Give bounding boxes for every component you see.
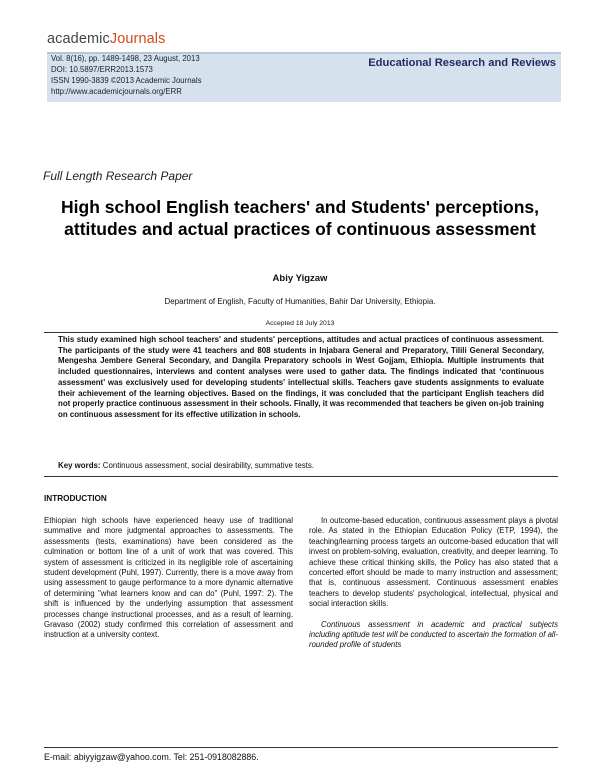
- author-affiliation: Department of English, Faculty of Humanities, Bahir Dar University, Ethiopia.: [164, 297, 436, 306]
- paragraph: In outcome-based education, continuous assessment plays a pivotal role. As stated in the Ethiopian Education Policy (ETP, 1994), the teaching/learning process targets an outcome-based education that will invest on problem-solving, evaluation, creativity, and deeper learning. To achieve these critical thinking skills, the Policy has also stated that a concerted effort should be made to marry instruction and assessment; that is, continuous assessment. Continuous assessment enables teachers to develop students' psychological, intellectual, physical and social interaction skills.: [309, 516, 558, 609]
- keywords-list: Continuous assessment, social desirability, summative tests.: [102, 461, 314, 470]
- logo-brand: Journals: [109, 31, 166, 47]
- footer-rule: [44, 747, 558, 748]
- volume-line: Vol. 8(16), pp. 1489-1498, 23 August, 2013: [51, 54, 200, 63]
- issn-line: ISSN 1990-3839 ©2013 Academic Journals: [51, 76, 202, 85]
- paper-title: High school English teachers' and Students' perceptions, attitudes and actual practices of continuous assessment: [61, 197, 539, 239]
- abstract: This study examined high school teachers' and students' perceptions, attitudes and actual practices of continuous assessment. The participants of the study were 41 teachers and 808 students in Injabara General and Preparatory, Tilili General Secondary, Mengesha Jembere General Secondary, and Dangila Preparatory schools in West Gojjam, Ethiopia. Multiple instruments that included questionnaires, interviews and content analyses were used to gather data. The findings indicated that ‘continuous assessment’ was exclusively used for developing students' intellectual skills. Teachers gave students assignments to evaluate their achievement of the learning objectives. Based on the findings, it was concluded that the participant English teachers did not properly practice continuous assessment in their schools. Finally, it was recommended that teachers be given on-job training on continuous assessment for its effective utilization in schools.: [58, 335, 544, 419]
- author-name: Abiy Yigzaw: [272, 273, 328, 284]
- abstract-top-rule: [44, 332, 558, 333]
- publisher-logo: [47, 31, 165, 47]
- logo-prefix: academic: [47, 31, 110, 47]
- paragraph: Continuous assessment in academic and practical subjects including aptitude test will be conducted to ascertain the formation of all-rounded profile of students: [309, 619, 558, 650]
- accepted-date: Accepted 18 July 2013: [265, 320, 335, 327]
- corresponding-contact: E-mail: abiyyigzaw@yahoo.com. Tel: 251-0918082886.: [44, 752, 259, 762]
- doi-line: DOI: 10.5897/ERR2013.1573: [51, 65, 153, 74]
- abstract-bottom-rule: [44, 476, 558, 477]
- body-column-left: [44, 516, 293, 641]
- paper-type: Full Length Research Paper: [43, 169, 193, 183]
- publication-metadata: [51, 53, 202, 97]
- body-column-right: [309, 516, 558, 651]
- keywords-label: Key words:: [58, 461, 101, 470]
- journal-name: Educational Research and Reviews: [368, 57, 556, 69]
- keywords: [58, 461, 544, 470]
- paragraph: Ethiopian high schools have experienced heavy use of traditional summative and more judgmental approaches to assessments. The assessments (tests, examinations) have been considered as the culmination or bottom line of a unit of work that was covered. This system of assessment is criticized in its negligible role of ascertaining student development (Puhl, 1997). Currently, there is a move away from using assessment to gauge performance to a more dynamic alternative of determining "what learners know and can do" (Puhl, 1997: 2). The shift is influenced by the underlying assumption that assessment processes change instructional processes, and as a result of learning. Gravaso (2002) study confirmed this correlation of assessment and instruction at a university context.: [44, 516, 293, 640]
- section-heading: INTRODUCTION: [44, 494, 107, 503]
- journal-url[interactable]: http://www.academicjournals.org/ERR: [51, 87, 182, 96]
